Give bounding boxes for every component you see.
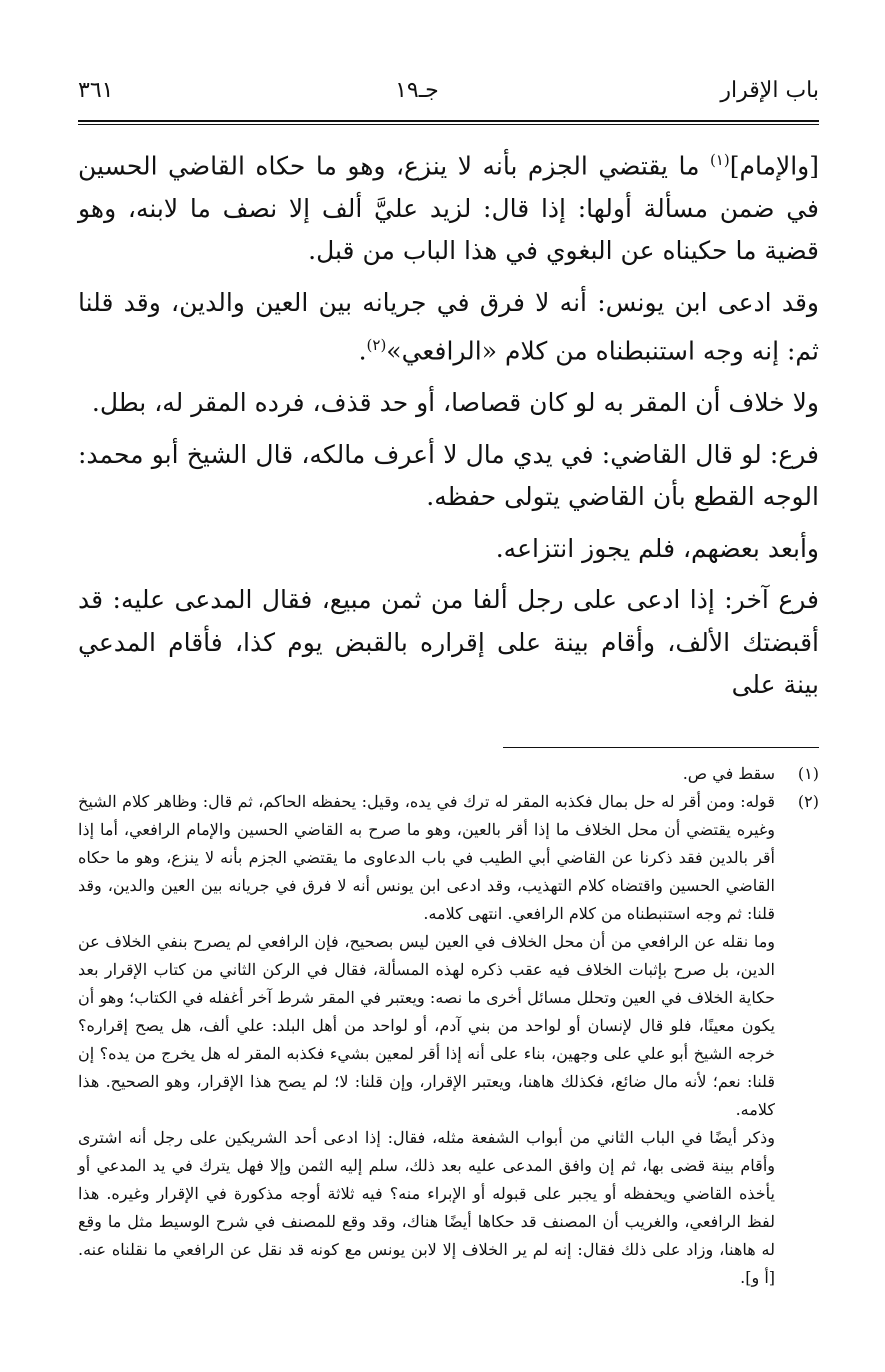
footnote-text: سقط في ص. [682, 763, 775, 783]
paragraph: فرع آخر: إذا ادعى على رجل ألفا من ثمن مبيع، فقال المدعى عليه: قد أقبضتك الألف، وأقام بينة على إقراره بالقبض يوم كذا، فأقام المدعي بينة على [78, 585, 819, 700]
main-text [78, 139, 819, 707]
paragraph: وقد ادعى ابن يونس: أنه لا فرق في جريانه بين العين والدين، وقد قلنا ثم: إنه وجه استنبطناه من كلام «الرافعي»$^{(٢)}$. [78, 287, 819, 366]
header-rule [78, 120, 819, 125]
footnote [78, 788, 819, 1292]
footnote-body [78, 760, 775, 788]
footnote-number: (٢) [797, 791, 819, 811]
footnote-body [78, 788, 775, 1292]
footnote-number: (١) [797, 763, 819, 783]
chapter-title: باب الإقرار [720, 78, 819, 103]
footnote-separator [503, 747, 819, 748]
footnote-ref: (٢) [366, 336, 387, 355]
paragraph: ولا خلاف أن المقر به لو كان قصاصا، أو حد قذف، فرده المقر له، بطل. [91, 388, 819, 418]
page-number: ٣٦١ [78, 78, 114, 103]
volume-label: جـ١٩ [395, 78, 439, 103]
footnote [78, 760, 819, 788]
footnote-text: قوله: ومن أقر له حل بمال فكذبه المقر له ترك في يده، وقيل: يحفظه الحاكم، ثم قال: وظاهر كلام الشيخ وغيره يقتضي أن محل الخلاف ما إذا أقر بالعين، وهو ما صرح به القاضي الحسين والإمام الرافعي، أما إذا أقر بالدين فقد ذكرنا عن القاضي أبي الطيب في باب الدعاوى ما يقتضي الجزم بأنه لا ينزع، وهو ما حكاه القاضي الحسين واقتضاه كلام التهذيب، وقد ادعى ابن يونس أنه لا فرق في جريانه بين العين والدين، وقد قلنا: ثم وجه استنبطناه من كلام الرافعي. انتهى كلامه. [78, 791, 776, 923]
footnote-text: وذكر أيضًا في الباب الثاني من أبواب الشفعة مثله، فقال: إذا ادعى أحد الشريكين على رجل أنه اشترى وأقام بينة قضى بها، ثم إن وافق المدعى عليه بعد ذلك، سلم إليه الثمن وإلا فهل يترك في يد المدعي أو يأخذه القاضي ويحفظه أو يجبر على قبوله أو الإبراء منه؟ فيه ثلاثة أوجه مذكورة في الإقرار وغيره. هذا لفظ الرافعي، والغريب أن المصنف قد حكاها أيضًا هناك، وقد وقع للمصنف في شرح الوسيط مثل ما وقع له هاهنا، وزاد على ذلك فقال: إنه لم ير الخلاف إلا لابن يونس مع كونه قد نقل عن الرافعي ما نقلناه عنه. [أ و]. [78, 1127, 776, 1287]
running-header [78, 78, 819, 114]
book-page [78, 78, 819, 1352]
footnote-text: وما نقله عن الرافعي من أن محل الخلاف في العين ليس بصحيح، فإن الرافعي لم يصرح بنفي الخلاف عن الدين، بل صرح بإثبات الخلاف فيه عقب ذكره لهذه المسألة، فقال في الركن الثاني من كتاب الإقرار بعد حكاية الخلاف في العين وتحلل مسائل أخرى ما نصه: ويعتبر في المقر شرط آخر أغفله في الكتاب؛ وهو أن يكون معينًا، فلو قال لإنسان أو لواحد من بني آدم، أو لواحد من أهل البلد: علي ألف، هل يصح إقراره؟ خرجه الشيخ أبو علي على وجهين، بناء على أنه إذا أقر لمعين بشيء فكذبه المقر له هل يخرج من يده؟ إن قلنا: نعم؛ لأنه مال ضائع، فكذلك هاهنا، ويعتبر الإقرار، وإن قلنا: لا؛ لم يصح هذا الإقرار، وهو الصحيح. هذا كلامه. [78, 931, 776, 1119]
footnotes [78, 760, 819, 1292]
footnote-ref: (١) [709, 151, 730, 169]
paragraph: [والإمام]$^{(١)}$ ما يقتضي الجزم بأنه لا ينزع، وهو ما حكاه القاضي الحسين في ضمن مسألة أولها: إذا قال: لزيد عليَّ ألف إلا نصف ما لابنه، وهو قضية ما حكيناه عن البغوي في هذا الباب من قبل. [78, 151, 819, 266]
paragraph: فرع: لو قال القاضي: في يدي مال لا أعرف مالكه، قال الشيخ أبو محمد: الوجه القطع بأن القاضي يتولى حفظه. [78, 439, 819, 512]
paragraph: وأبعد بعضهم، فلم يجوز انتزاعه. [495, 533, 819, 563]
